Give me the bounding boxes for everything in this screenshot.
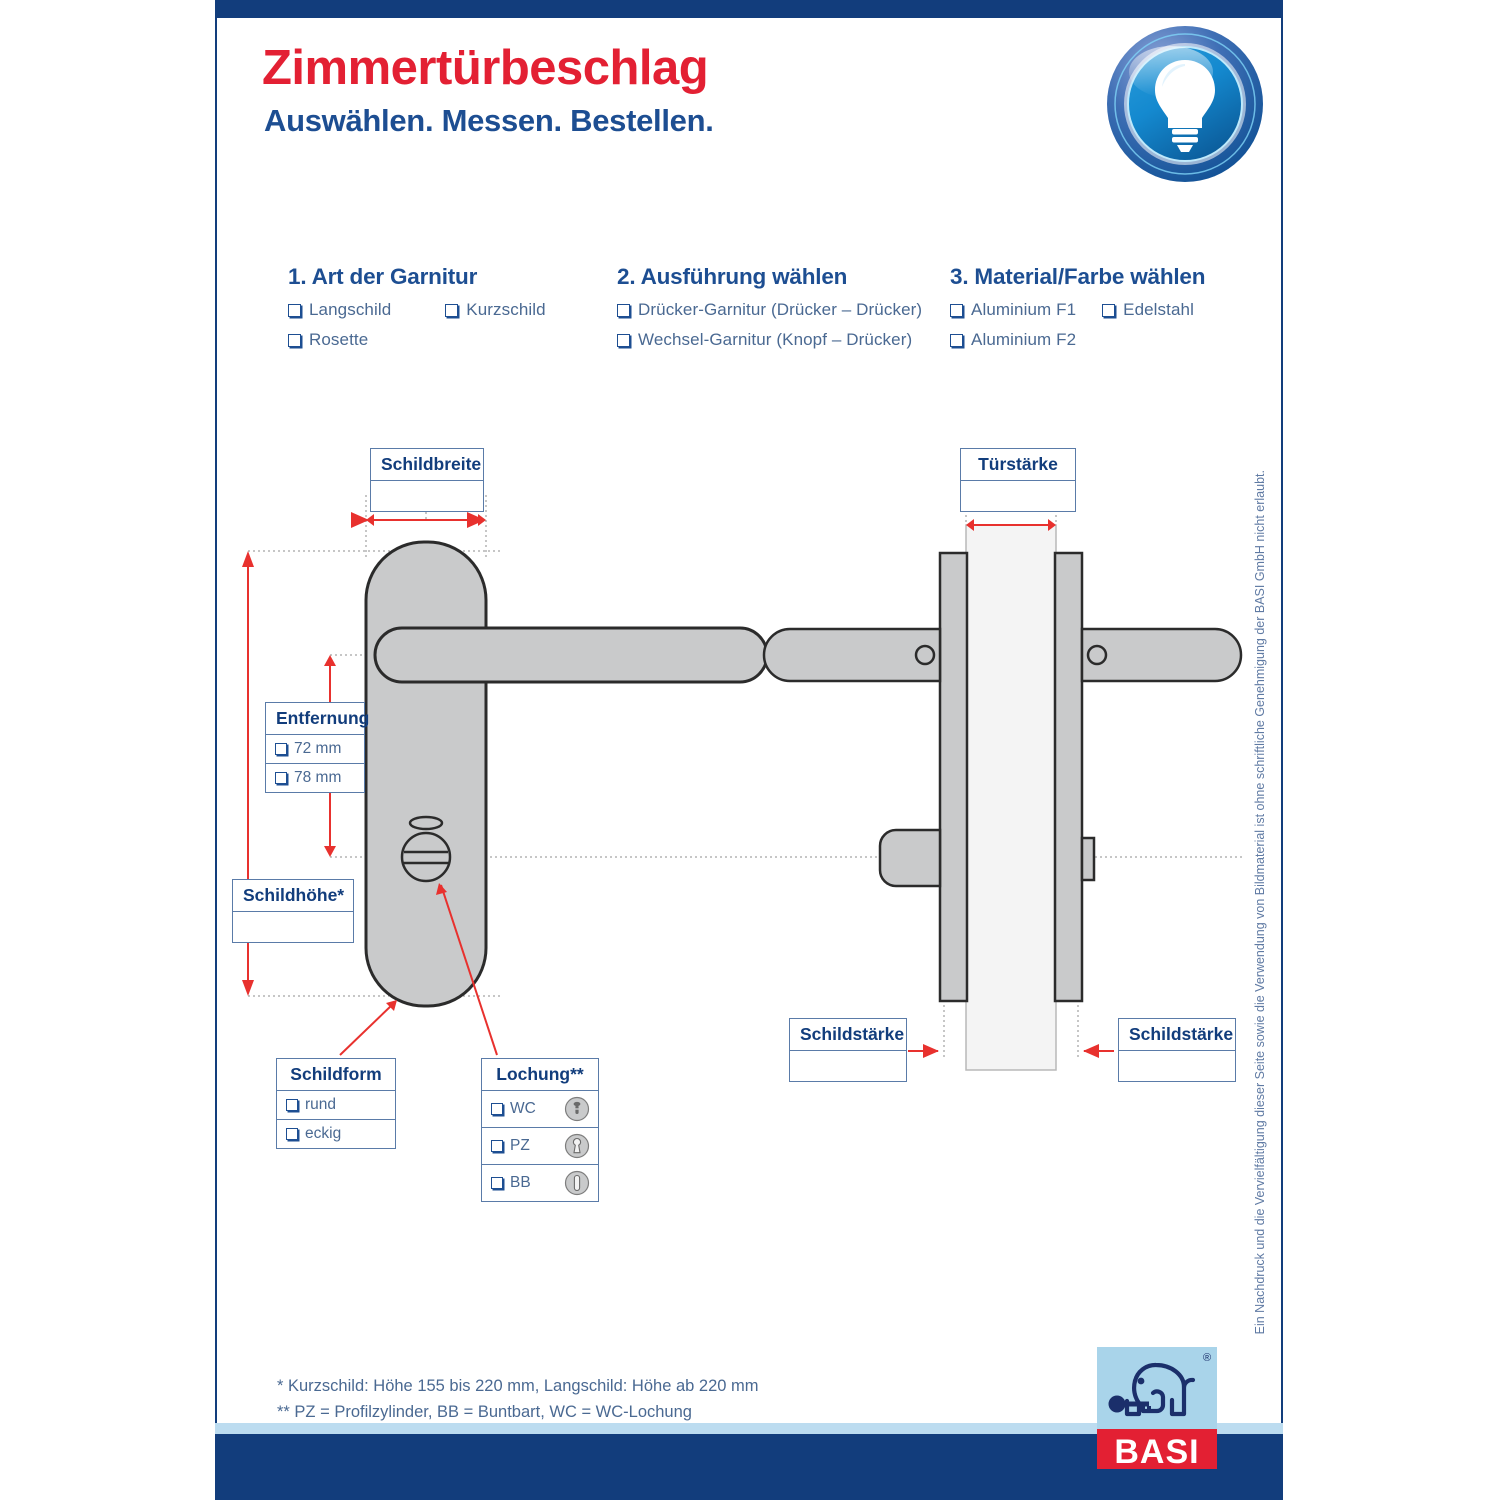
measure-input-schildstaerke-right[interactable] <box>1119 1051 1235 1081</box>
checkbox-schildform-eckig[interactable] <box>277 1120 395 1148</box>
measure-input-tuerstaerke[interactable] <box>961 481 1075 511</box>
option-label: Rosette <box>309 330 369 349</box>
registered-mark: ® <box>1203 1352 1212 1364</box>
checkbox-entfernung-78mm[interactable] <box>266 764 364 792</box>
footnote-line-1: * Kurzschild: Höhe 155 bis 220 mm, Langschild: Höhe ab 220 mm <box>277 1377 759 1395</box>
checkbox-lochung-bb[interactable] <box>482 1165 598 1201</box>
measure-box-schildbreite[interactable] <box>370 448 484 512</box>
bit-key-icon <box>564 1170 590 1196</box>
checkbox-lochung-pz[interactable] <box>482 1128 598 1165</box>
option-label: Kurzschild <box>466 300 546 319</box>
wc-turn-icon <box>564 1096 590 1122</box>
checkbox-icon[interactable] <box>491 1103 503 1115</box>
section-2-title: 2. Ausführung wählen <box>617 264 848 289</box>
option-label: PZ <box>510 1136 530 1154</box>
checkbox-lochung-wc[interactable] <box>482 1091 598 1128</box>
option-label: eckig <box>305 1124 342 1142</box>
measure-box-entfernung[interactable] <box>265 702 370 793</box>
profile-cylinder-icon <box>564 1133 590 1159</box>
option-label: rund <box>305 1095 337 1113</box>
option-label: 78 mm <box>294 768 342 786</box>
measure-box-schildstaerke-right[interactable] <box>1118 1018 1236 1082</box>
checkbox-icon[interactable] <box>491 1177 503 1189</box>
checkbox-icon[interactable] <box>275 743 287 755</box>
copyright-notice: Ein Nachdruck und die Vervielfältigung dieser Seite sowie die Verwendung von Bildmaterial ist ohne schriftliche Genehmigung der BASI GmbH nicht erlaubt. <box>1253 470 1267 1335</box>
checkbox-icon[interactable] <box>286 1099 298 1111</box>
measure-box-schildstaerke-left[interactable] <box>789 1018 907 1082</box>
option-label: Aluminium F1 <box>971 300 1077 319</box>
measure-box-lochung[interactable] <box>481 1058 599 1202</box>
basi-logo <box>1097 1347 1217 1469</box>
option-label: Wechsel-Garnitur (Knopf – Drücker) <box>638 330 913 349</box>
measure-box-tuerstaerke[interactable] <box>960 448 1076 512</box>
checkbox-icon[interactable] <box>275 772 287 784</box>
page-title: Zimmertürbeschlag <box>262 41 709 95</box>
footnote-line-2: ** PZ = Profilzylinder, BB = Buntbart, WC = WC-Lochung <box>277 1402 692 1421</box>
measure-label: Schildform <box>277 1059 395 1091</box>
option-label: 72 mm <box>294 739 342 757</box>
section-1-title: 1. Art der Garnitur <box>288 264 478 289</box>
page-subtitle: Auswählen. Messen. Bestellen. <box>264 103 714 138</box>
section-3-title: 3. Material/Farbe wählen <box>950 264 1206 289</box>
option-label: WC <box>510 1099 536 1117</box>
option-label: Aluminium F2 <box>971 330 1077 349</box>
option-label: Langschild <box>309 300 392 319</box>
measure-label: Schildhöhe* <box>233 880 353 912</box>
measure-label: Schildbreite <box>371 449 483 481</box>
footnotes <box>277 1374 759 1425</box>
checkbox-entfernung-72mm[interactable] <box>266 735 364 764</box>
option-label: BB <box>510 1173 531 1191</box>
checkbox-schildform-rund[interactable] <box>277 1091 395 1120</box>
measure-box-schildhoehe[interactable] <box>232 879 354 943</box>
measure-label: Entfernung <box>266 703 364 735</box>
measure-input-schildhoehe[interactable] <box>233 912 353 942</box>
measure-input-schildstaerke-left[interactable] <box>790 1051 906 1081</box>
option-label: Drücker-Garnitur (Drücker – Drücker) <box>638 300 923 319</box>
option-label: Edelstahl <box>1123 300 1194 319</box>
measure-label: Schildstärke <box>1119 1019 1235 1051</box>
checkbox-icon[interactable] <box>286 1128 298 1140</box>
measure-box-schildform[interactable] <box>276 1058 396 1149</box>
measure-label: Türstärke <box>961 449 1075 481</box>
measure-label: Schildstärke <box>790 1019 906 1051</box>
brand-name: BASI <box>1114 1433 1200 1471</box>
measure-input-schildbreite[interactable] <box>371 481 483 511</box>
measure-label: Lochung** <box>482 1059 598 1091</box>
checkbox-icon[interactable] <box>491 1140 503 1152</box>
